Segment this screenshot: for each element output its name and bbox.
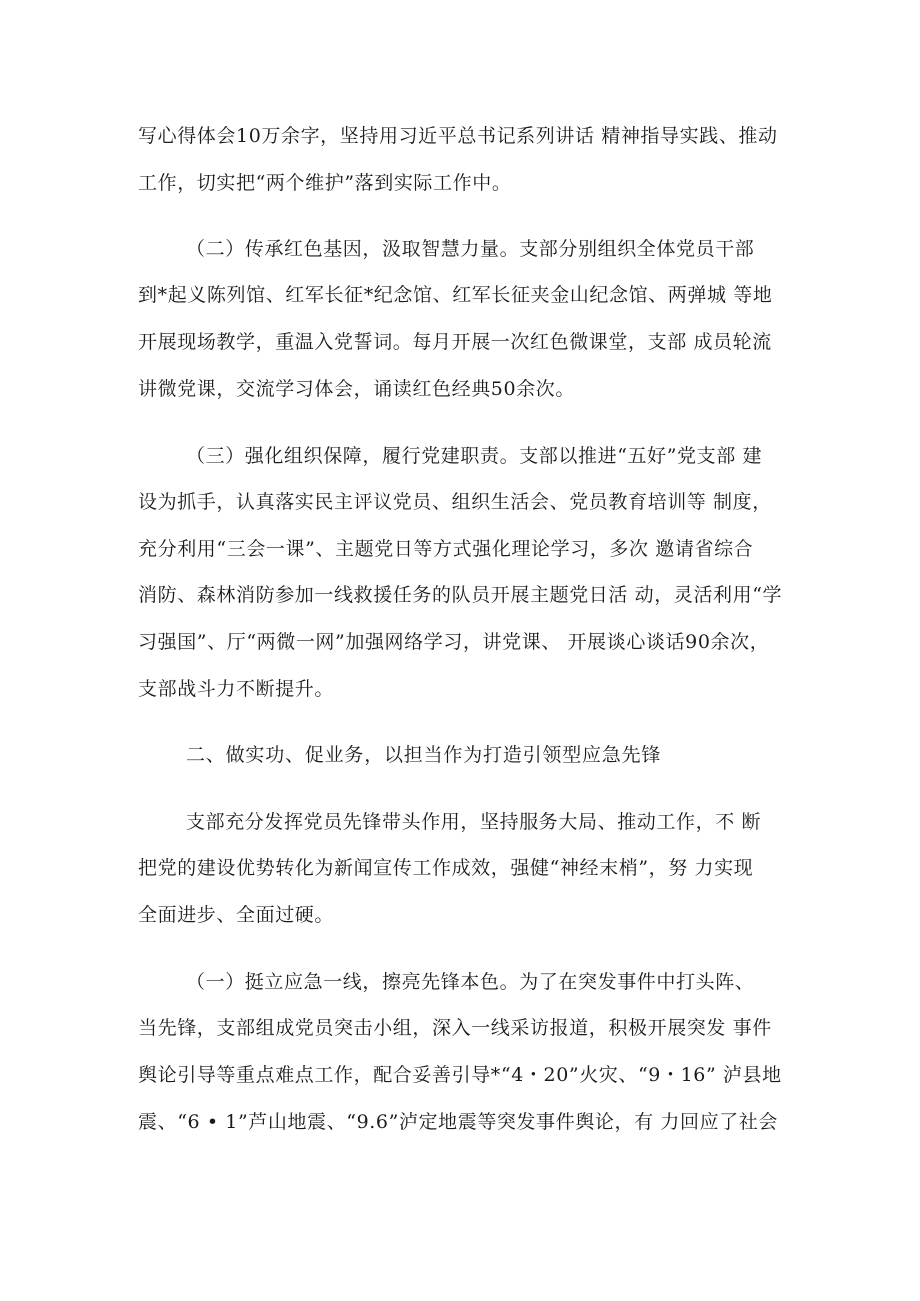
body-text-line: 把党的建设优势转化为新闻宣传工作成效，强健“神经末梢”，努 力实现 <box>138 857 754 879</box>
body-text-line: 消防、森林消防参加一线救援任务的队员开展主题党日活 动，灵活利用“学 <box>138 584 783 606</box>
body-text-line: 全面进步、全面过硬。 <box>138 904 335 926</box>
body-text-line: 充分利用“三会一课”、主题党日等方式强化理论学习，多次 邀请省综合 <box>138 538 754 560</box>
body-text-line: 开展现场教学，重温入党誓词。每月开展一次红色微课堂，支部 成员轮流 <box>138 331 772 353</box>
body-text-line: 支部战斗力不断提升。 <box>138 678 335 700</box>
section-paragraph-start: （三）强化组织保障，履行党建职责。支部以推进“五好”党支部 建 <box>186 445 763 467</box>
body-text-line: 当先锋，支部组成党员突击小组，深入一线采访报道，积极开展突发 事件 <box>138 1017 772 1039</box>
body-text-line: 设为抓手，认真落实民主评议党员、组织生活会、党员教育培训等 制度， <box>138 491 772 513</box>
section-paragraph-start: （二）传承红色基因，汲取智慧力量。支部分别组织全体党员干部 <box>186 238 755 260</box>
body-text-line: 舆论引导等重点难点工作，配合妥善引导*“4・20”火灾、“9・16” 泸县地 <box>138 1064 782 1086</box>
body-text-line: 工作，切实把“两个维护”落到实际工作中。 <box>138 172 512 194</box>
section-heading: 二、做实功、促业务，以担当作为打造引领型应急先锋 <box>186 744 662 766</box>
body-text-line: 讲微党课，交流学习体会，诵读红色经典50余次。 <box>138 378 575 400</box>
section-paragraph-start: （一）挺立应急一线，擦亮先锋本色。为了在突发事件中打头阵、 <box>186 971 755 993</box>
body-text-line: 写心得体会10万余字，坚持用习近平总书记系列讲话 精神指导实践、推动 <box>138 125 778 147</box>
paragraph-start: 支部充分发挥党员先锋带头作用，坚持服务大局、推动工作，不 断 <box>186 811 762 833</box>
body-text-line: 习强国”、厅“两微一网”加强网络学习，讲党课、 开展谈心谈话90余次， <box>138 631 770 653</box>
body-text-line: 到*起义陈列馆、红军长征*纪念馆、红军长征夹金山纪念馆、两弹城 等地 <box>138 284 773 306</box>
body-text-line: 震、“6 • 1”芦山地震、“9.6”泸定地震等突发事件舆论，有 力回应了社会 <box>138 1111 778 1133</box>
